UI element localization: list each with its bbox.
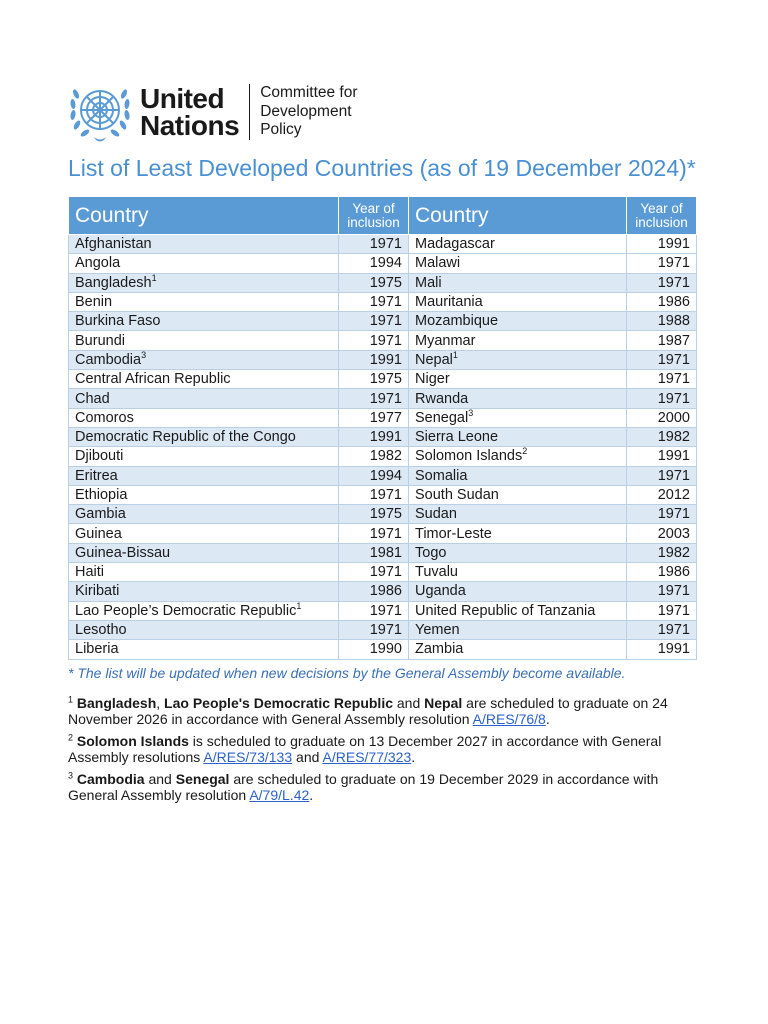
table-row <box>69 273 697 292</box>
table-row <box>69 292 697 311</box>
right-year-cell: 1971 <box>627 254 697 273</box>
country-name: Comoros <box>75 409 134 426</box>
country-name: Guinea <box>75 525 122 542</box>
footnote-3-end: . <box>309 787 314 803</box>
footnote-2-text: is scheduled to graduate on 13 December 2027 in accordance with General Assembly resolutions <box>68 733 662 765</box>
left-year-cell: 1982 <box>339 447 409 466</box>
footnote-ref: 2 <box>522 446 528 457</box>
country-name: Kiribati <box>75 583 120 600</box>
right-year-cell: 1986 <box>627 292 697 311</box>
footnote-ref: 1 <box>452 350 458 361</box>
committee-line3: Policy <box>260 121 302 139</box>
right-country-cell <box>409 640 627 659</box>
right-year-cell: 1986 <box>627 563 697 582</box>
table-row <box>69 543 697 562</box>
left-country-cell <box>69 389 339 408</box>
left-country-cell <box>69 350 339 369</box>
header-country-right: Country <box>409 197 627 235</box>
table-row <box>69 312 697 331</box>
footnote-3-number: 3 <box>68 770 74 781</box>
left-country-cell <box>69 254 339 273</box>
right-country-cell <box>409 620 627 639</box>
right-country-cell <box>409 350 627 369</box>
table-row <box>69 505 697 524</box>
footnote-3 <box>68 771 708 803</box>
header-country-left: Country <box>69 197 339 235</box>
left-country-cell <box>69 505 339 524</box>
left-year-cell: 1994 <box>339 254 409 273</box>
country-name: Guinea-Bissau <box>75 544 171 561</box>
right-year-cell: 2003 <box>627 524 697 543</box>
right-year-cell: 1988 <box>627 312 697 331</box>
resolution-link-a-res-77-323[interactable]: A/RES/77/323 <box>322 749 412 765</box>
un-emblem-icon <box>68 80 132 144</box>
country-name: Malawi <box>415 255 461 272</box>
footnote-3-country-1: Cambodia <box>76 771 145 787</box>
right-country-cell <box>409 427 627 446</box>
country-name: Mauritania <box>415 294 483 311</box>
left-country-cell <box>69 601 339 620</box>
right-year-cell: 1971 <box>627 350 697 369</box>
right-country-cell <box>409 524 627 543</box>
table-row <box>69 408 697 427</box>
table-row <box>69 370 697 389</box>
header-year-right <box>627 197 697 235</box>
left-country-cell <box>69 620 339 639</box>
org-name-line2: Nations <box>140 110 240 141</box>
committee-name <box>260 84 357 140</box>
left-year-cell: 1977 <box>339 408 409 427</box>
org-name-line1: United <box>140 83 225 114</box>
footnote-2 <box>68 733 708 765</box>
left-country-cell <box>69 273 339 292</box>
footnote-3-country-2: Senegal <box>175 771 230 787</box>
table-row <box>69 582 697 601</box>
table-row <box>69 389 697 408</box>
country-name: Burkina Faso <box>75 313 161 330</box>
table-row <box>69 254 697 273</box>
resolution-link-a-res-76-8[interactable]: A/RES/76/8 <box>472 711 546 727</box>
right-country-cell <box>409 273 627 292</box>
table-row <box>69 620 697 639</box>
country-name: Somalia <box>415 467 468 484</box>
footnote-2-country-1: Solomon Islands <box>76 733 189 749</box>
left-country-cell <box>69 235 339 254</box>
right-year-cell: 1971 <box>627 370 697 389</box>
right-year-cell: 2012 <box>627 485 697 504</box>
header-year-right-line2: inclusion <box>635 214 688 230</box>
left-country-cell <box>69 466 339 485</box>
right-country-cell <box>409 254 627 273</box>
table-row <box>69 601 697 620</box>
footnote-3-sep-1: and <box>144 771 176 787</box>
committee-line2: Development <box>260 102 352 120</box>
table-row <box>69 427 697 446</box>
table-header-row <box>69 197 697 235</box>
country-name: Burundi <box>75 332 125 349</box>
footnote-1-country-1: Bangladesh <box>76 695 157 711</box>
committee-line1: Committee for <box>260 84 358 102</box>
right-year-cell: 2000 <box>627 408 697 427</box>
header-year-left-line2: inclusion <box>347 214 400 230</box>
right-country-cell <box>409 447 627 466</box>
header <box>68 80 358 144</box>
country-name: Liberia <box>75 641 119 658</box>
country-name: Bangladesh <box>75 274 152 291</box>
table-row <box>69 466 697 485</box>
right-year-cell: 1971 <box>627 601 697 620</box>
left-year-cell: 1994 <box>339 466 409 485</box>
country-name: Yemen <box>415 622 460 639</box>
footnote-1 <box>68 695 708 727</box>
footnote-1-sep-1: , <box>156 695 165 711</box>
footnote-2-number: 2 <box>68 732 74 743</box>
country-name: Senegal <box>415 409 469 426</box>
left-country-cell <box>69 370 339 389</box>
right-year-cell: 1991 <box>627 447 697 466</box>
left-year-cell: 1975 <box>339 370 409 389</box>
org-name <box>140 85 239 139</box>
left-year-cell: 1971 <box>339 601 409 620</box>
country-name: Eritrea <box>75 467 118 484</box>
left-year-cell: 1971 <box>339 235 409 254</box>
left-year-cell: 1971 <box>339 485 409 504</box>
left-country-cell <box>69 292 339 311</box>
country-name: Lesotho <box>75 622 127 639</box>
right-country-cell <box>409 389 627 408</box>
left-year-cell: 1971 <box>339 312 409 331</box>
left-year-cell: 1971 <box>339 389 409 408</box>
table-row <box>69 447 697 466</box>
left-country-cell <box>69 408 339 427</box>
country-name: Afghanistan <box>75 236 152 253</box>
right-year-cell: 1982 <box>627 427 697 446</box>
country-name: Chad <box>75 390 110 407</box>
footnote-1-sep-2: and <box>393 695 425 711</box>
country-name: Rwanda <box>415 390 469 407</box>
left-country-cell <box>69 543 339 562</box>
right-country-cell <box>409 505 627 524</box>
country-name: Nepal <box>415 351 453 368</box>
left-year-cell: 1971 <box>339 331 409 350</box>
right-year-cell: 1991 <box>627 640 697 659</box>
right-country-cell <box>409 601 627 620</box>
footnote-ref: 3 <box>141 350 147 361</box>
right-country-cell <box>409 543 627 562</box>
right-year-cell: 1971 <box>627 505 697 524</box>
right-country-cell <box>409 582 627 601</box>
right-year-cell: 1987 <box>627 331 697 350</box>
left-country-cell <box>69 427 339 446</box>
resolution-link-a-79-l-42[interactable]: A/79/L.42 <box>249 787 310 803</box>
table-row <box>69 524 697 543</box>
left-year-cell: 1981 <box>339 543 409 562</box>
left-country-cell <box>69 563 339 582</box>
country-name: Gambia <box>75 506 126 523</box>
left-year-cell: 1986 <box>339 582 409 601</box>
table-row <box>69 350 697 369</box>
country-name: Cambodia <box>75 351 142 368</box>
right-year-cell: 1991 <box>627 235 697 254</box>
footnote-3-text: are scheduled to graduate on 19 December 2029 in accordance with General Assembly resolution <box>68 771 659 803</box>
footnote-1-number: 1 <box>68 694 74 705</box>
left-country-cell <box>69 485 339 504</box>
country-name: Angola <box>75 255 121 272</box>
country-name: South Sudan <box>415 487 499 503</box>
footnote-1-end: . <box>545 711 550 727</box>
country-name: Madagascar <box>415 236 495 253</box>
header-year-right-line1: Year of <box>640 200 683 216</box>
country-name: Mali <box>415 274 442 291</box>
table-row <box>69 485 697 504</box>
footnote-ref: 3 <box>468 408 474 418</box>
country-name: Djibouti <box>75 448 124 465</box>
footnote-1-country-2: Lao People's Democratic Republic <box>164 695 393 711</box>
header-divider <box>249 84 250 140</box>
right-country-cell <box>409 312 627 331</box>
country-name: Central African Republic <box>75 371 231 388</box>
header-year-left <box>339 197 409 235</box>
right-country-cell <box>409 485 627 504</box>
country-name: Zambia <box>415 641 464 658</box>
left-country-cell <box>69 331 339 350</box>
header-year-left-line1: Year of <box>352 200 395 216</box>
country-name: Uganda <box>415 583 466 600</box>
right-year-cell: 1971 <box>627 620 697 639</box>
footnote-ref: 1 <box>151 273 157 283</box>
left-country-cell <box>69 524 339 543</box>
country-name: Ethiopia <box>75 487 128 503</box>
right-year-cell: 1971 <box>627 582 697 601</box>
right-country-cell <box>409 370 627 389</box>
table-row <box>69 563 697 582</box>
country-name: Mozambique <box>415 313 499 330</box>
country-name: Solomon Islands <box>415 448 523 465</box>
ldc-table <box>68 196 697 660</box>
table-row <box>69 331 697 350</box>
footnote-1-country-3: Nepal <box>424 695 463 711</box>
footnote-2-sep: and <box>292 749 323 765</box>
right-country-cell <box>409 292 627 311</box>
left-year-cell: 1990 <box>339 640 409 659</box>
table-row <box>69 235 697 254</box>
right-country-cell <box>409 563 627 582</box>
country-name: Lao People’s Democratic Republic <box>75 602 297 619</box>
right-year-cell: 1971 <box>627 466 697 485</box>
right-country-cell <box>409 235 627 254</box>
right-year-cell: 1971 <box>627 273 697 292</box>
page-title: List of Least Developed Countries (as of 19 December 2024)* <box>68 155 696 181</box>
resolution-link-a-res-73-133[interactable]: A/RES/73/133 <box>203 749 293 765</box>
footnote-1-text: are scheduled to graduate on 24 November 2026 in accordance with General Assembly resolution <box>68 695 668 727</box>
left-year-cell: 1975 <box>339 505 409 524</box>
country-name: Democratic Republic of the Congo <box>75 429 296 446</box>
left-country-cell <box>69 312 339 331</box>
country-name: Timor-Leste <box>415 525 492 542</box>
country-name: United Republic of Tanzania <box>415 602 596 619</box>
country-name: Togo <box>415 544 447 561</box>
country-name: Benin <box>75 294 113 311</box>
left-country-cell <box>69 582 339 601</box>
country-name: Myanmar <box>415 332 476 349</box>
left-country-cell <box>69 447 339 466</box>
footnote-2-end: . <box>411 749 416 765</box>
country-name: Tuvalu <box>415 564 458 581</box>
left-year-cell: 1975 <box>339 273 409 292</box>
country-name: Sierra Leone <box>415 429 499 446</box>
country-name: Niger <box>415 371 450 388</box>
left-year-cell: 1991 <box>339 350 409 369</box>
right-country-cell <box>409 408 627 427</box>
country-name: Haiti <box>75 564 105 581</box>
left-year-cell: 1971 <box>339 563 409 582</box>
update-note: * The list will be updated when new decisions by the General Assembly become available. <box>68 665 626 681</box>
left-year-cell: 1971 <box>339 524 409 543</box>
country-name: Sudan <box>415 506 457 523</box>
left-year-cell: 1991 <box>339 427 409 446</box>
right-year-cell: 1982 <box>627 543 697 562</box>
right-year-cell: 1971 <box>627 389 697 408</box>
table-row <box>69 640 697 659</box>
left-year-cell: 1971 <box>339 292 409 311</box>
left-year-cell: 1971 <box>339 620 409 639</box>
right-country-cell <box>409 331 627 350</box>
footnote-ref: 1 <box>296 601 302 611</box>
left-country-cell <box>69 640 339 659</box>
right-country-cell <box>409 466 627 485</box>
